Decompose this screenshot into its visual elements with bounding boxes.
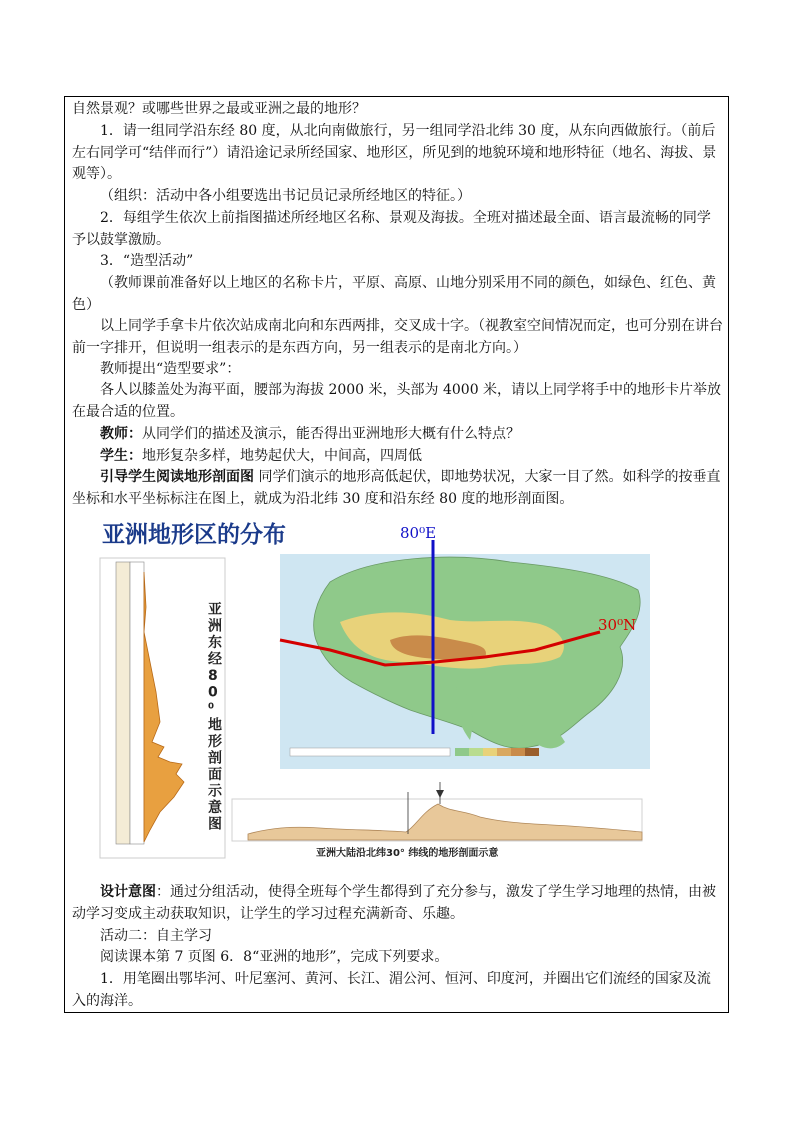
- paragraph-teacher-question: [72, 424, 724, 446]
- parallel-profile-panel: [232, 782, 642, 859]
- profile-guidance-text: 同学们演示的地形高低起伏，即地势状况，大家一目了然。如科学的按垂直坐标和水平坐标标注在图上，就成为沿北纬 30 度和沿东经 80 度的地形剖面图。: [72, 469, 721, 507]
- paragraph-task-3-heading: 3．“造型活动”: [100, 253, 194, 269]
- paragraph-shape-requirement: 教师提出“造型要求”：: [100, 361, 241, 377]
- paragraph-height-rule: 各人以膝盖处为海平面，腰部为海拔 2000 米，头部为 4000 米，请以上同学将手中的地形卡片举放在最合适的位置。: [72, 382, 722, 420]
- meridian-profile-title-char: 面: [208, 767, 222, 783]
- meridian-profile-title-char: 0: [208, 684, 218, 701]
- student-answer-text: 地形复杂多样，地势起伏大，中间高，四周低: [142, 448, 422, 464]
- meridian-profile-title-char: 图: [208, 816, 222, 833]
- teacher-question-text: 从同学们的描述及演示，能否得出亚洲地形大概有什么特点？: [142, 426, 520, 442]
- parallel-30n-label: 30⁰N: [598, 616, 637, 634]
- meridian-profile-title-char: 8: [208, 668, 218, 684]
- meridian-profile-title-char: 亚: [208, 602, 222, 618]
- design-intent-text: ：通过分组活动，使得全班每个学生都得到了充分参与，激发了学生学习地理的热情，由被动学习变成主动获取知识，让学生的学习过程充满新奇、乐趣。: [72, 884, 716, 922]
- meridian-profile-title-char: 洲: [208, 618, 222, 635]
- paragraph-design-intent: [72, 882, 724, 925]
- paragraph-reading-task: 阅读课本第 7 页图 6．8“亚洲的地形”，完成下列要求。: [100, 949, 449, 965]
- paragraph-activity-2: 活动二：自主学习: [100, 928, 212, 944]
- meridian-80e-label: 80⁰E: [400, 524, 437, 542]
- meridian-profile-scale-bar: [116, 562, 130, 844]
- map-legend-scale: [290, 748, 450, 756]
- legend-swatch-upper: [497, 748, 511, 756]
- meridian-profile-title-char: 示: [208, 783, 222, 800]
- asia-terrain-map-svg: [90, 512, 710, 862]
- meridian-profile-axis: [130, 562, 144, 844]
- paragraph-formation: 以上同学手拿卡片依次站成南北向和东西两排，交叉成十字。（视教室空间情况而定，也可分别在讲台前一字排开，但说明一组表示的是东西方向，另一组表示的是南北方向。）: [72, 318, 723, 356]
- design-intent-label: 设计意图: [100, 884, 156, 900]
- asia-map-panel: [280, 554, 650, 769]
- meridian-profile-title-char: 东: [208, 635, 222, 651]
- legend-swatch-highest: [525, 748, 539, 756]
- asia-terrain-figure: [90, 512, 710, 862]
- teacher-label: 教师：: [100, 426, 142, 442]
- meridian-profile-panel: [100, 558, 225, 858]
- legend-swatch-low: [455, 748, 469, 756]
- paragraph-intro-question: 自然景观？或哪些世界之最或亚洲之最的地形？: [72, 101, 366, 117]
- legend-swatch-plain: [469, 748, 483, 756]
- legend-swatch-high: [511, 748, 525, 756]
- paragraph-rivers-task: 1．用笔圈出鄂毕河、叶尼塞河、黄河、长江、湄公河、恒河、印度河，并圈出它们流经的国家及流入的海洋。: [72, 971, 711, 1009]
- profile-guidance-label: 引导学生阅读地形剖面图: [100, 469, 254, 485]
- meridian-profile-title-char: ⁰: [208, 701, 215, 717]
- paragraph-task-2: 2．每组学生依次上前指图描述所经地区名称、景观及海拔。全班对描述最全面、语言最流畅的同学予以鼓掌激励。: [72, 210, 711, 248]
- student-label: 学生：: [100, 448, 142, 464]
- meridian-profile-title-char: 剖: [208, 750, 222, 767]
- parallel-profile-caption: 亚洲大陆沿北纬30° 纬线的地形剖面示意: [316, 848, 499, 859]
- legend-swatch-mid: [483, 748, 497, 756]
- meridian-profile-title-char: 意: [208, 800, 222, 816]
- paragraph-student-answer: [72, 446, 724, 468]
- meridian-profile-title-char: 地: [208, 717, 222, 734]
- profile-peak-marker-icon: [436, 790, 444, 798]
- figure-title: 亚洲地形区的分布: [102, 522, 286, 548]
- paragraph-organization-note: （组织：活动中各小组要选出书记员记录所经地区的特征。）: [100, 188, 471, 204]
- meridian-profile-title-char: 经: [208, 651, 222, 668]
- paragraph-teacher-prep: （教师课前准备好以上地区的名称卡片，平原、高原、山地分别采用不同的颜色，如绿色、红色、黄色）: [72, 275, 716, 313]
- paragraph-task-1: 1．请一组同学沿东经 80 度，从北向南做旅行，另一组同学沿北纬 30 度，从东向西做旅行。（前后左右同学可“结伴而行”）请沿途记录所经国家、地形区，所见到的地貌环境和地形特征（地名、海拔、景观等）。: [72, 123, 717, 183]
- paragraph-profile-guidance: [72, 467, 724, 510]
- meridian-profile-title-char: 形: [208, 734, 222, 750]
